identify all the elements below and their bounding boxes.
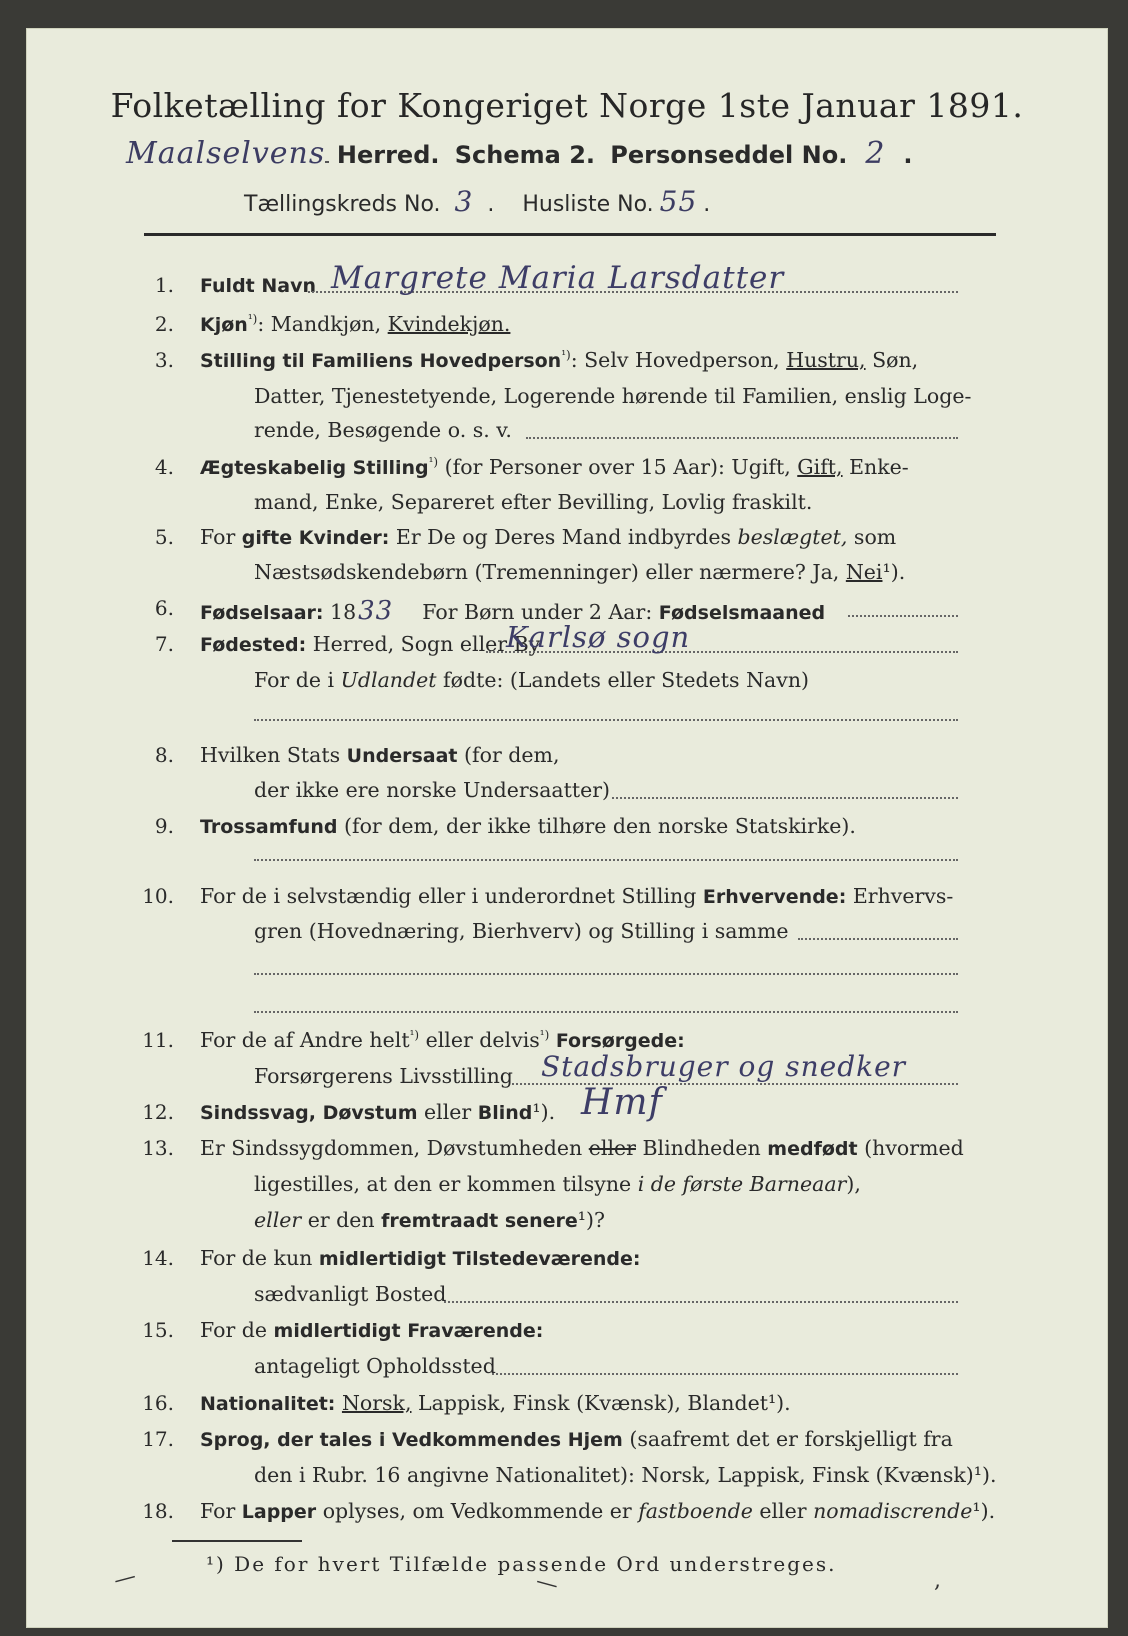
family-position-line2: Datter, Tjenestetyende, Logerende hørende til Familien, enslig Loge- [254,384,972,408]
supported-question: For de af Andre helt$^{^1)}$ eller delvis$^{^1)}$ Forsørgede: [200,1028,685,1052]
item-number: 9. [154,814,174,838]
foreign-birthplace-fill [254,718,958,721]
form-title: Folketælling for Kongeriget Norge 1ste Januar 1891. [110,86,1024,125]
item-number: 11. [142,1028,174,1052]
occupation-fill-2 [254,972,958,975]
family-position-question: Stilling til Familiens Hovedperson$^{^1)}$: Selv Hovedperson, Hustru, Søn, [200,348,919,372]
birth-month-fill [848,614,958,617]
full-name-label: Fuldt Navn [200,275,317,297]
married-women-question: For gifte Kvinder: Er De og Deres Mand indbyrdes beslægtet, som [200,525,897,549]
marital-line2: mand, Enke, Separeret efter Bevilling, Lovlig fraskilt. [254,490,813,514]
husliste-number: 55 [659,185,698,218]
usual-residence-label: sædvanligt Bosted [254,1282,447,1306]
ink-mark: — [111,1563,139,1594]
birthplace-line2: For de i Udlandet fødte: (Landets eller Stedets Navn) [254,668,810,692]
item-number: 1. [154,273,174,297]
dotted-fill [325,160,329,163]
footnote-divider [172,1540,302,1542]
birthplace-answer: Karlsø sogn [506,620,691,654]
full-name-answer: Margrete Maria Larsdatter [331,260,785,296]
sex-selected-option: Kvindekjøn. [387,312,511,336]
family-position-fill [526,436,958,439]
ink-mark: — [533,1568,561,1599]
schema-label: Schema 2. [454,141,596,169]
citizenship-question: Hvilken Stats Undersaat (for dem, [200,743,560,767]
item-number: 13. [142,1136,174,1160]
nationality-selected: Norsk, [341,1391,412,1415]
herred-handwritten: Maalselvens [126,136,326,171]
item-number: 17. [142,1427,174,1451]
occupation-fill-3 [254,1010,958,1013]
item-number: 14. [142,1246,174,1270]
religion-fill [254,858,958,861]
item-number: 18. [142,1499,174,1523]
item-number: 5. [154,525,174,549]
occupation-question: For de i selvstændig eller i underordnet Stilling Erhvervende: Erhvervs- [200,884,954,908]
birth-year-question: Fødselsaar: 1833 For Børn under 2 Aar: Fødselsmaaned [200,596,826,626]
nationality-question: Nationalitet: Norsk, Lappisk, Finsk (Kvænsk), Blandet¹). [200,1391,791,1415]
language-line2: den i Rubr. 16 angivne Nationalitet): Norsk, Lappisk, Finsk (Kvænsk)¹). [254,1463,997,1487]
item-number: 7. [154,632,174,656]
occupation-fill [798,937,958,940]
marital-selected: Gift, [797,455,843,479]
struck-word: eller [588,1136,636,1160]
religion-question: Trossamfund (for dem, der ikke tilhøre den norske Statskirke). [200,814,856,838]
citizenship-fill [612,796,958,799]
footnote: ¹) De for hvert Tilfælde passende Ord understreges. [206,1552,837,1576]
item-number: 12. [142,1100,174,1124]
disability-question: Sindssvag, Døvstum eller Blind¹). [200,1100,556,1124]
congenital-line3: eller er den fremtraadt senere¹)? [254,1208,605,1232]
personseddel-number: 2 [865,136,886,171]
kreds-number: 3 [454,185,474,218]
personseddel-label: Personseddel No. [610,141,848,169]
occupation-line2: gren (Hovednæring, Bierhverv) og Stilling i samme [254,919,789,943]
citizenship-line2: der ikke ere norske Undersaatter) [254,778,611,802]
ink-mark: , [934,1568,941,1593]
item-number: 16. [142,1391,174,1415]
disability-answer: Hmf [581,1082,663,1123]
item-number: 6. [154,596,174,620]
item-number: 10. [142,884,174,908]
family-position-line3: rende, Besøgende o. s. v. [254,418,512,442]
related-selected: Nei [845,560,883,584]
header-divider [144,233,996,236]
herred-label: Herred. [336,141,440,169]
supporter-occupation-answer: Stadsbruger og snedker [541,1050,907,1083]
probable-residence-label: antageligt Opholdssted [254,1354,496,1378]
married-women-line2: Næstsødskendebørn (Tremenninger) eller nærmere? Ja, Nei¹). [254,560,906,584]
birthplace-question: Fødested: Herred, Sogn eller By [200,632,541,656]
item-number: 3. [154,348,174,372]
probable-residence-fill [492,1372,958,1375]
congenital-line2: ligestilles, at den er kommen tilsyne i de første Barneaar), [254,1172,861,1196]
item-number: 2. [154,312,174,336]
temporary-absent-question: For de midlertidigt Fraværende: [200,1318,544,1342]
husliste-label: Husliste No. [522,192,654,217]
item-number: 4. [154,455,174,479]
lapps-question: For Lapper oplyses, om Vedkommende er fastboende eller nomadiscrende¹). [200,1499,996,1523]
supporter-occupation-label: Forsørgerens Livsstilling [254,1064,513,1088]
sex-question: Kjøn$^{^1)}$: Mandkjøn, Kvindekjøn. [200,312,511,336]
item-number: 15. [142,1318,174,1342]
temporary-present-question: For de kun midlertidigt Tilstedeværende: [200,1246,641,1270]
congenital-question: Er Sindssygdommen, Døvstumheden eller Blindheden medfødt (hvormed [200,1136,964,1160]
item-number: 8. [154,743,174,767]
kreds-label: Tællingskreds No. [244,192,441,217]
kreds-line: Tællingskreds No. 3 . Husliste No. 55 . [244,185,711,218]
census-form-sheet [26,28,1108,1628]
birth-year-answer: 33 [358,596,394,626]
marital-question: Ægteskabelig Stilling$^{^1)}$ (for Personer over 15 Aar): Ugift, Gift, Enke- [200,455,909,479]
herred-line: Maalselvens Herred. Schema 2. Personseddel No. 2 . [126,136,913,171]
usual-residence-fill [444,1300,958,1303]
family-position-selected: Hustru, [786,348,866,372]
language-question: Sprog, der tales i Vedkommendes Hjem (saafremt det er forskjelligt fra [200,1427,953,1451]
